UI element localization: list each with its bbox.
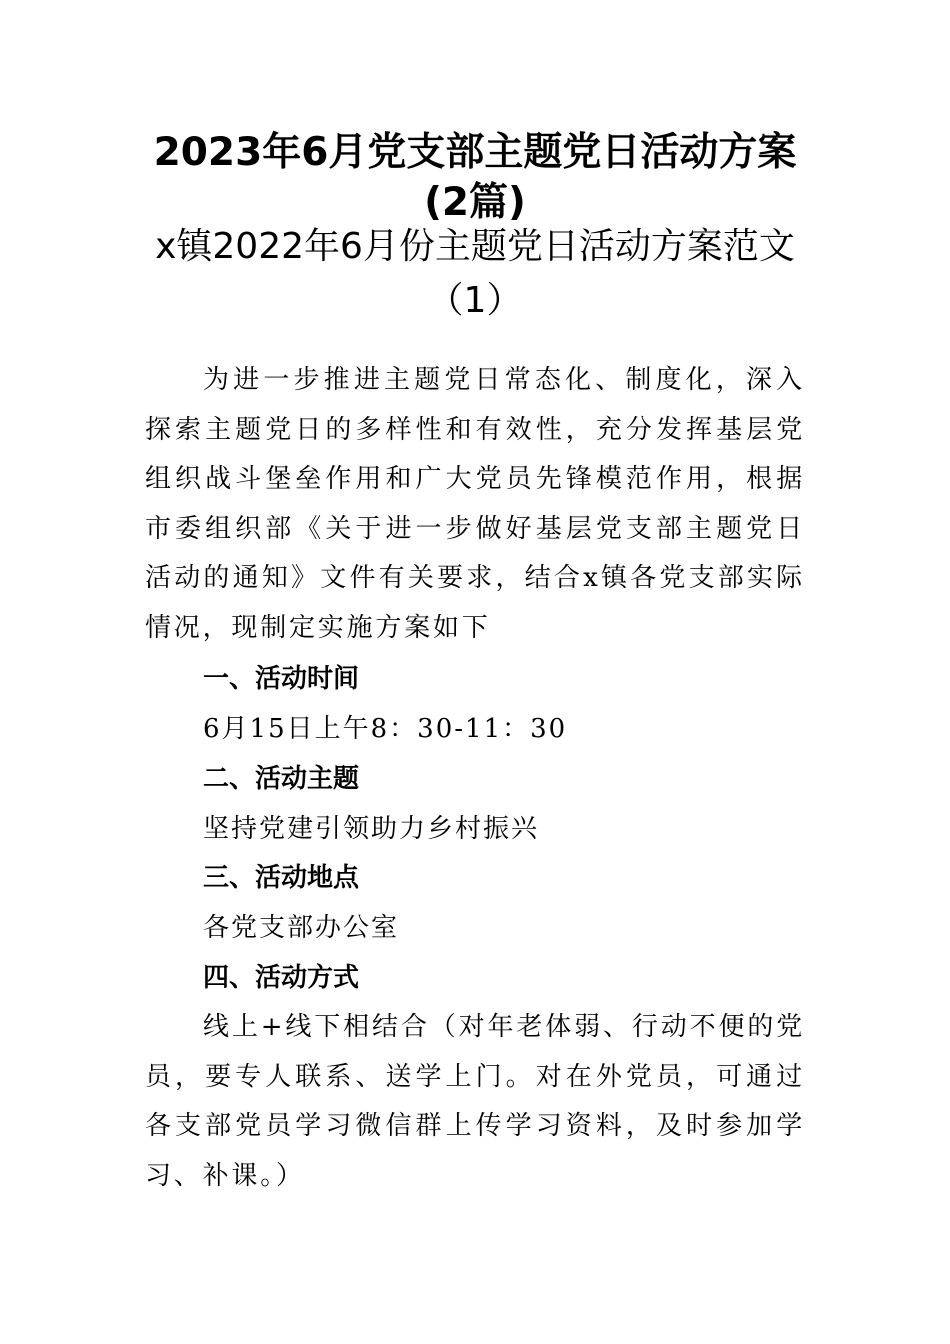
section-content-time: 6月15日上午8：30-11：30	[203, 714, 568, 744]
section-content-method: 线上+线下相结合（对年老体弱、行动不便的党员，要专人联系、送学上门。对在外党员，可通过各支部党员学习微信群上传学习资料，及时参加学习、补课。）	[145, 1012, 805, 1191]
document-title: 2023年6月党支部主题党日活动方案(2篇)	[153, 130, 797, 225]
section-heading-theme: 二、活动主题	[203, 764, 360, 794]
document-subtitle: x镇2022年6月份主题党日活动方案范文（1）	[155, 226, 795, 321]
section-content-location: 各党支部办公室	[203, 913, 400, 943]
intro-paragraph: 为进一步推进主题党日常态化、制度化，深入探索主题党日的多样性和有效性，充分发挥基层党组织战斗堡垒作用和广大党员先锋模范作用，根据市委组织部《关于进一步做好基层党支部主题党日活动的通知》文件有关要求，结合x镇各党支部实际情况，现制定实施方案如下	[145, 365, 805, 643]
section-heading-time: 一、活动时间	[203, 664, 360, 694]
section-heading-method: 四、活动方式	[203, 963, 360, 993]
section-content-theme: 坚持党建引领助力乡村振兴	[203, 814, 540, 844]
section-heading-location: 三、活动地点	[203, 863, 360, 893]
